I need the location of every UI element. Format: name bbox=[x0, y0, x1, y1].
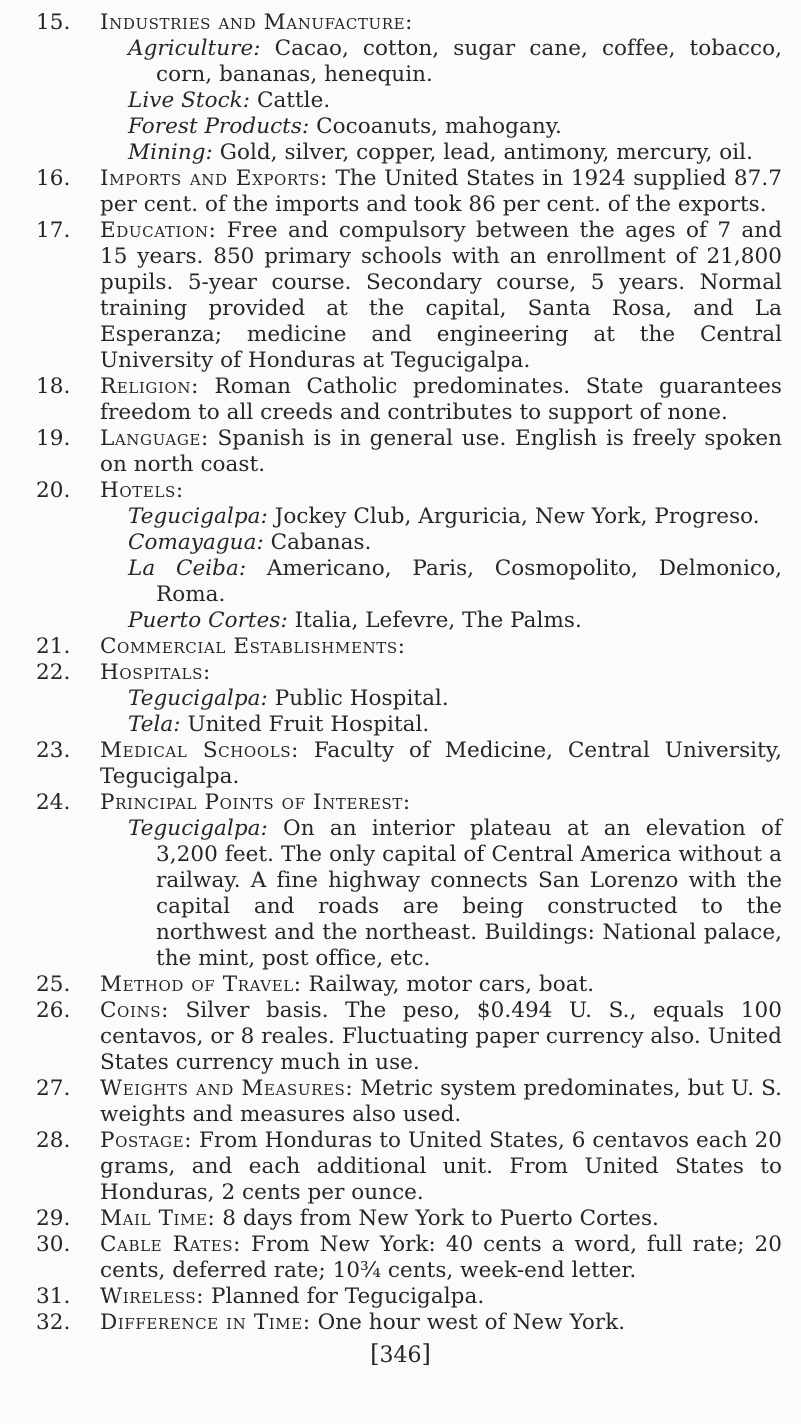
entry-body bbox=[100, 790, 782, 816]
entry-number: 15. bbox=[36, 10, 71, 35]
entry-text: Railway, motor cars, boat. bbox=[308, 972, 595, 997]
subitem-text: Cattle. bbox=[256, 88, 331, 113]
entry-heading: Hospitals: bbox=[100, 660, 211, 685]
subitem-label: Comayagua: bbox=[128, 530, 264, 555]
entry-number: 31. bbox=[36, 1284, 71, 1309]
entry-text: Metric system predominates, but U. S. weights and measures also used. bbox=[100, 1076, 782, 1127]
subitem-text: Gold, silver, copper, lead, antimony, mercury, oil. bbox=[219, 140, 753, 165]
entry-number: 19. bbox=[36, 426, 71, 451]
entry-subitem bbox=[128, 608, 782, 634]
entry-text: From New York: 40 cents a word, full rate; 20 cents, deferred rate; 10¾ cents, week-end letter. bbox=[100, 1232, 783, 1283]
entry-23 bbox=[30, 738, 782, 790]
entry-17 bbox=[30, 218, 782, 374]
subitem-label: Tegucigalpa: bbox=[128, 504, 268, 529]
subitem-text: United Fruit Hospital. bbox=[187, 712, 430, 737]
entry-body bbox=[100, 478, 782, 504]
subitem-text: On an interior plateau at an elevation of 3,200 feet. The only capital of Central America without a railway. A fine highway connects San Lorenzo with the capital and roads are being constructed to the northwest and the northeast. Buildings: National palace, the mint, post office, etc. bbox=[156, 816, 782, 971]
entry-number: 24. bbox=[36, 790, 71, 815]
entry-number: 26. bbox=[36, 998, 71, 1023]
entry-text: Planned for Tegucigalpa. bbox=[211, 1284, 485, 1309]
subitem-label: Agriculture: bbox=[128, 36, 261, 61]
entry-heading: Religion: bbox=[100, 374, 199, 399]
entry-subitem bbox=[128, 712, 782, 738]
subitem-label: Tegucigalpa: bbox=[128, 816, 268, 841]
subitem-text: Cocoanuts, mahogany. bbox=[316, 114, 562, 139]
subitem-text: Cacao, cotton, sugar cane, coffee, tobacco, corn, bananas, henequin. bbox=[156, 36, 782, 87]
entry-31 bbox=[30, 1284, 782, 1310]
entry-heading: Commercial Establishments: bbox=[100, 634, 406, 659]
entry-body bbox=[100, 10, 782, 36]
entry-text: Silver basis. The peso, $0.494 U. S., equals 100 centavos, or 8 reales. Fluctuating paper currency also. United States currency much in use. bbox=[100, 998, 782, 1075]
entry-body bbox=[100, 218, 782, 374]
entry-text: Roman Catholic predominates. State guarantees freedom to all creeds and contributes to support of none. bbox=[100, 374, 783, 425]
entry-text: The United States in 1924 supplied 87.7 per cent. of the imports and took 86 per cent. of the exports. bbox=[100, 166, 782, 217]
entry-number: 18. bbox=[36, 374, 71, 399]
entry-body bbox=[100, 1284, 782, 1310]
subitem-label: Mining: bbox=[128, 140, 213, 165]
entry-body bbox=[100, 426, 782, 478]
subitem-label: La Ceiba: bbox=[128, 556, 247, 581]
entry-heading: Education: bbox=[100, 218, 217, 243]
entry-heading: Method of Travel: bbox=[100, 972, 302, 997]
entry-text: Spanish is in general use. English is freely spoken on north coast. bbox=[100, 426, 782, 477]
subitem-text: Jockey Club, Arguricia, New York, Progreso. bbox=[274, 504, 760, 529]
entry-heading: Wireless: bbox=[100, 1284, 205, 1309]
subitem-text: Public Hospital. bbox=[274, 686, 449, 711]
entry-subitem bbox=[128, 88, 782, 114]
subitem-text: Cabanas. bbox=[270, 530, 372, 555]
entry-subitem bbox=[128, 140, 782, 166]
subitem-text: Italia, Lefevre, The Palms. bbox=[294, 608, 582, 633]
entry-body bbox=[100, 660, 782, 686]
entry-body bbox=[100, 738, 782, 790]
entry-heading: Medical Schools: bbox=[100, 738, 299, 763]
entry-number: 29. bbox=[36, 1206, 71, 1231]
entry-number: 22. bbox=[36, 660, 71, 685]
entry-heading: Weights and Measures: bbox=[100, 1076, 354, 1101]
entry-24 bbox=[30, 790, 782, 972]
entry-subitem bbox=[128, 114, 782, 140]
entry-text: Faculty of Medicine, Central University, Tegucigalpa. bbox=[100, 738, 783, 789]
entry-body bbox=[100, 166, 782, 218]
entry-body bbox=[100, 972, 782, 998]
entry-number: 17. bbox=[36, 218, 71, 243]
entry-21 bbox=[30, 634, 782, 660]
entry-22 bbox=[30, 660, 782, 738]
entry-heading: Postage: bbox=[100, 1128, 193, 1153]
entry-text: 8 days from New York to Puerto Cortes. bbox=[222, 1206, 659, 1231]
entry-25 bbox=[30, 972, 782, 998]
entry-body bbox=[100, 374, 782, 426]
entry-number: 20. bbox=[36, 478, 71, 503]
entry-subitem bbox=[128, 36, 782, 88]
page-footer: [346] bbox=[370, 1340, 431, 1368]
entry-27 bbox=[30, 1076, 782, 1128]
entry-heading: Cable Rates: bbox=[100, 1232, 242, 1257]
entry-18 bbox=[30, 374, 782, 426]
entry-heading: Principal Points of Interest: bbox=[100, 790, 411, 815]
entry-heading: Industries and Manufacture: bbox=[100, 10, 414, 35]
entry-19 bbox=[30, 426, 782, 478]
entry-heading: Imports and Exports: bbox=[100, 166, 328, 191]
entry-text: One hour west of New York. bbox=[317, 1310, 626, 1335]
entry-body bbox=[100, 1128, 782, 1206]
entry-number: 23. bbox=[36, 738, 71, 763]
entry-32 bbox=[30, 1310, 782, 1336]
entry-body bbox=[100, 1206, 782, 1232]
entry-body bbox=[100, 998, 782, 1076]
entry-heading: Mail Time: bbox=[100, 1206, 216, 1231]
entry-number: 25. bbox=[36, 972, 71, 997]
entry-number: 32. bbox=[36, 1310, 71, 1335]
entry-subitem bbox=[128, 556, 782, 608]
entry-body bbox=[100, 634, 782, 660]
entry-body bbox=[100, 1232, 782, 1284]
entry-20 bbox=[30, 478, 782, 634]
subitem-label: Live Stock: bbox=[128, 88, 251, 113]
entry-subitem bbox=[128, 530, 782, 556]
entry-subitem bbox=[128, 686, 782, 712]
entry-30 bbox=[30, 1232, 782, 1284]
page-number: 346 bbox=[379, 1343, 422, 1368]
entry-subitem bbox=[128, 504, 782, 530]
subitem-label: Tela: bbox=[128, 712, 181, 737]
entry-number: 28. bbox=[36, 1128, 71, 1153]
entry-text: From Honduras to United States, 6 centavos each 20 grams, and each additional unit. From United States to Honduras, 2 cents per ounce. bbox=[100, 1128, 782, 1205]
entry-heading: Language: bbox=[100, 426, 209, 451]
entry-body bbox=[100, 1076, 782, 1128]
entry-number: 21. bbox=[36, 634, 71, 659]
subitem-label: Puerto Cortes: bbox=[128, 608, 288, 633]
entry-26 bbox=[30, 998, 782, 1076]
entry-heading: Difference in Time: bbox=[100, 1310, 311, 1335]
entry-16 bbox=[30, 166, 782, 218]
subitem-label: Tegucigalpa: bbox=[128, 686, 268, 711]
entry-29 bbox=[30, 1206, 782, 1232]
subitem-label: Forest Products: bbox=[128, 114, 310, 139]
entry-subitem bbox=[128, 816, 782, 972]
entry-number: 30. bbox=[36, 1232, 71, 1257]
entry-15 bbox=[30, 10, 782, 166]
entry-number: 16. bbox=[36, 166, 71, 191]
entry-body bbox=[100, 1310, 782, 1336]
entry-heading: Hotels: bbox=[100, 478, 184, 503]
entry-text: Free and compulsory between the ages of 7 and 15 years. 850 primary schools with an enrollment of 21,800 pupils. 5-year course. Secondary course, 5 years. Normal training provided at the capital, Santa Rosa, and La Esperanza; medicine and engineering at the Central University of Honduras at Tegucigalpa. bbox=[100, 218, 783, 373]
document-body bbox=[30, 10, 782, 1336]
entry-number: 27. bbox=[36, 1076, 71, 1101]
entry-28 bbox=[30, 1128, 782, 1206]
entry-heading: Coins: bbox=[100, 998, 169, 1023]
subitem-text: Americano, Paris, Cosmopolito, Delmonico, Roma. bbox=[156, 556, 782, 607]
